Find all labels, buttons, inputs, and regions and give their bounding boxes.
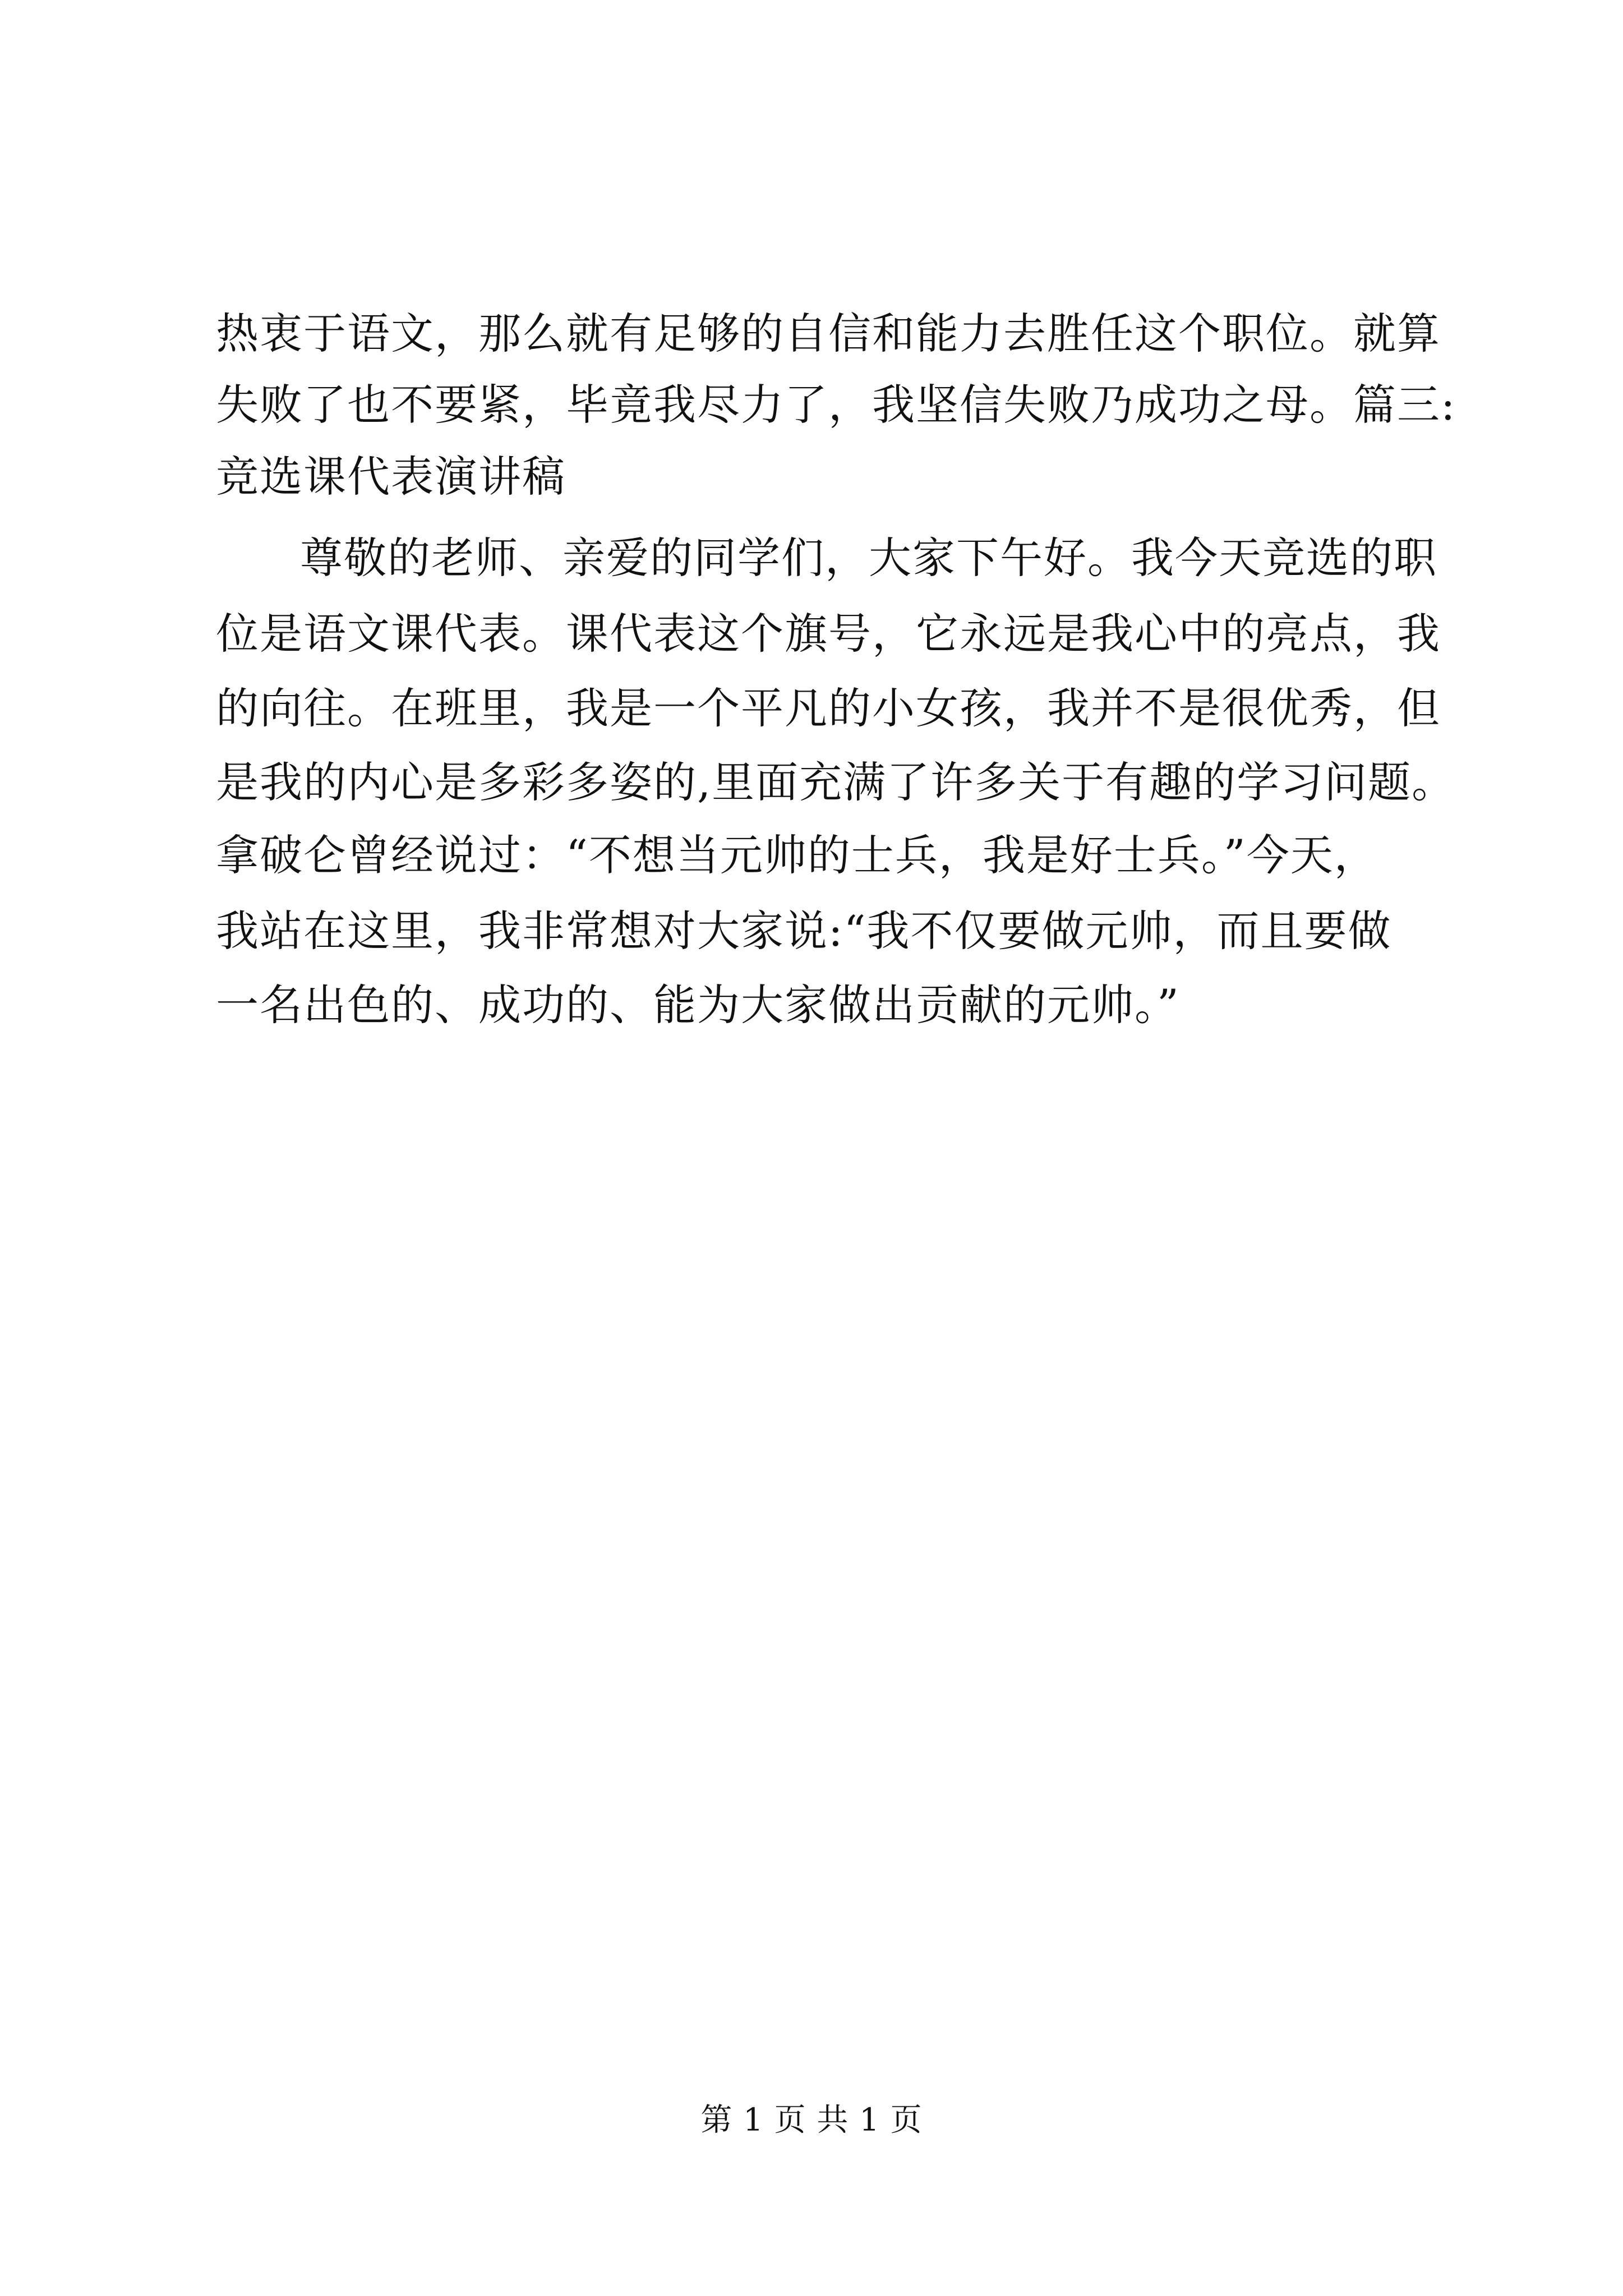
section-heading: 竞选课代表演讲稿 — [216, 452, 566, 501]
paragraph-line: 尊敬的老师、亲爱的同学们，大家下午好。我今天竞选的职 — [300, 533, 1437, 583]
paragraph-line: 一名出色的、成功的、能为大家做出贡献的元帅。” — [216, 980, 1180, 1030]
paragraph-line: 失败了也不要紧，毕竟我尽力了，我坚信失败乃成功之母。篇三: — [216, 380, 1456, 430]
paragraph-line: 的向往。在班里，我是一个平凡的小女孩，我并不是很优秀，但 — [216, 683, 1441, 733]
paragraph-line: 热衷于语文，那么就有足够的自信和能力去胜任这个职位。就算 — [216, 309, 1441, 358]
paragraph-line: 位是语文课代表。课代表这个旗号，它永远是我心中的亮点，我 — [216, 609, 1441, 659]
paragraph-line: 拿破仑曾经说过：“不想当元帅的士兵，我是好士兵。”今天， — [216, 830, 1378, 880]
page-footer: 第 1 页 共 1 页 — [700, 2102, 923, 2138]
paragraph-line: 是我的内心是多彩多姿的,里面充满了许多关于有趣的学习问题。 — [216, 757, 1456, 807]
paragraph-line: 我站在这里，我非常想对大家说:“我不仅要做元帅，而且要做 — [216, 906, 1392, 956]
